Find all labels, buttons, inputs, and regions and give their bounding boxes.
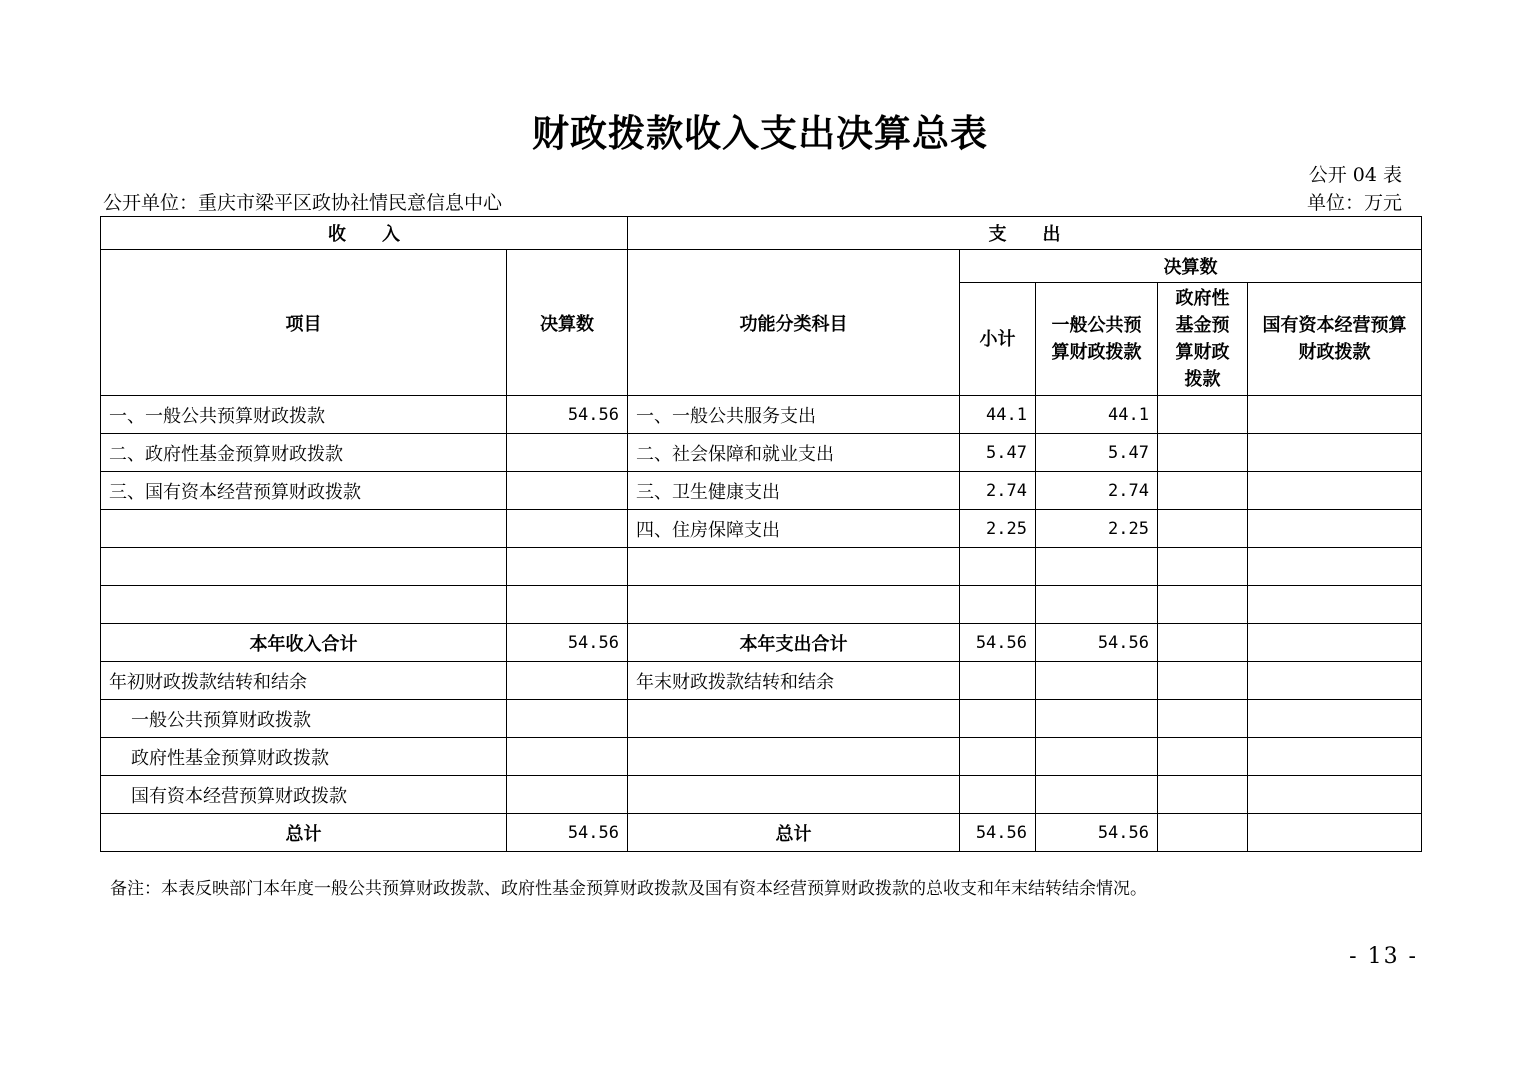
- cell-state-capital: [1248, 700, 1422, 738]
- item-header: 项目: [101, 250, 507, 396]
- budget-table: [100, 216, 1422, 852]
- cell-general: 54.56: [1036, 624, 1158, 662]
- cell-amount: [507, 434, 628, 472]
- cell-subtotal: [960, 738, 1036, 776]
- cell-item: 本年收入合计: [101, 624, 507, 662]
- page-title: 财政拨款收入支出决算总表: [532, 112, 988, 155]
- cell-state-capital: [1248, 738, 1422, 776]
- cell-gov-fund: [1158, 434, 1248, 472]
- cell-state-capital: [1248, 472, 1422, 510]
- table-row: [101, 776, 1422, 814]
- cell-amount: [507, 776, 628, 814]
- cell-state-capital: [1248, 510, 1422, 548]
- cell-item: 一、一般公共预算财政拨款: [101, 396, 507, 434]
- cell-gov-fund: [1158, 586, 1248, 624]
- cell-subtotal: [960, 586, 1036, 624]
- cell-subtotal: [960, 700, 1036, 738]
- cell-subtotal: [960, 548, 1036, 586]
- cell-category: 总计: [628, 814, 960, 852]
- cell-category: [628, 776, 960, 814]
- cell-gov-fund: [1158, 814, 1248, 852]
- cell-category: 一、一般公共服务支出: [628, 396, 960, 434]
- cell-category: [628, 738, 960, 776]
- form-number: 公开 04 表: [1308, 164, 1402, 186]
- cell-general: [1036, 548, 1158, 586]
- cell-item: 二、政府性基金预算财政拨款: [101, 434, 507, 472]
- cell-category: 三、卫生健康支出: [628, 472, 960, 510]
- cell-subtotal: 54.56: [960, 624, 1036, 662]
- cell-gov-fund: [1158, 472, 1248, 510]
- cell-category: 二、社会保障和就业支出: [628, 434, 960, 472]
- cell-general: [1036, 662, 1158, 700]
- footnote: 备注：本表反映部门本年度一般公共预算财政拨款、政府性基金预算财政拨款及国有资本经营预算财政拨款的总收支和年末结转结余情况。: [110, 879, 1147, 899]
- general-budget-header: 一般公共预算财政拨款: [1036, 283, 1158, 396]
- cell-item: [101, 586, 507, 624]
- cell-category: [628, 586, 960, 624]
- cell-state-capital: [1248, 662, 1422, 700]
- cell-gov-fund: [1158, 396, 1248, 434]
- cell-general: 44.1: [1036, 396, 1158, 434]
- table-row: [101, 548, 1422, 586]
- cell-general: 2.25: [1036, 510, 1158, 548]
- cell-state-capital: [1248, 624, 1422, 662]
- cell-item: 国有资本经营预算财政拨款: [101, 776, 507, 814]
- income-header: 收 入: [101, 217, 628, 250]
- table-row: [101, 814, 1422, 852]
- amount-header: 决算数: [507, 250, 628, 396]
- currency-unit: 单位：万元: [1306, 192, 1402, 214]
- table-row: [101, 700, 1422, 738]
- cell-general: [1036, 738, 1158, 776]
- cell-category: [628, 548, 960, 586]
- cell-amount: 54.56: [507, 396, 628, 434]
- cell-gov-fund: [1158, 776, 1248, 814]
- page-number: - 13 -: [1349, 944, 1418, 969]
- final-amount-header: 决算数: [960, 250, 1422, 283]
- cell-category: [628, 700, 960, 738]
- cell-amount: 54.56: [507, 624, 628, 662]
- cell-state-capital: [1248, 548, 1422, 586]
- cell-category: 本年支出合计: [628, 624, 960, 662]
- cell-amount: [507, 510, 628, 548]
- cell-item: 年初财政拨款结转和结余: [101, 662, 507, 700]
- cell-state-capital: [1248, 776, 1422, 814]
- cell-category: 四、住房保障支出: [628, 510, 960, 548]
- table-row: [101, 510, 1422, 548]
- cell-state-capital: [1248, 434, 1422, 472]
- cell-amount: [507, 586, 628, 624]
- cell-item: 一般公共预算财政拨款: [101, 700, 507, 738]
- cell-general: 2.74: [1036, 472, 1158, 510]
- expense-header: 支 出: [628, 217, 1422, 250]
- subtotal-header: 小计: [960, 283, 1036, 396]
- cell-amount: [507, 700, 628, 738]
- cell-gov-fund: [1158, 700, 1248, 738]
- category-header: 功能分类科目: [628, 250, 960, 396]
- table-row: [101, 434, 1422, 472]
- cell-gov-fund: [1158, 624, 1248, 662]
- cell-gov-fund: [1158, 510, 1248, 548]
- cell-subtotal: [960, 776, 1036, 814]
- cell-item: [101, 548, 507, 586]
- cell-subtotal: 44.1: [960, 396, 1036, 434]
- state-capital-header: 国有资本经营预算财政拨款: [1248, 283, 1422, 396]
- cell-general: 5.47: [1036, 434, 1158, 472]
- cell-amount: [507, 662, 628, 700]
- cell-item: 政府性基金预算财政拨款: [101, 738, 507, 776]
- cell-gov-fund: [1158, 662, 1248, 700]
- gov-fund-header: 政府性基金预算财政拨款: [1158, 283, 1248, 396]
- cell-general: [1036, 700, 1158, 738]
- cell-general: [1036, 586, 1158, 624]
- cell-general: [1036, 776, 1158, 814]
- cell-subtotal: 2.25: [960, 510, 1036, 548]
- cell-state-capital: [1248, 396, 1422, 434]
- cell-item: 三、国有资本经营预算财政拨款: [101, 472, 507, 510]
- cell-subtotal: 5.47: [960, 434, 1036, 472]
- cell-state-capital: [1248, 586, 1422, 624]
- cell-gov-fund: [1158, 548, 1248, 586]
- reporting-unit: 公开单位：重庆市梁平区政协社情民意信息中心: [103, 192, 503, 214]
- cell-gov-fund: [1158, 738, 1248, 776]
- cell-subtotal: 54.56: [960, 814, 1036, 852]
- cell-amount: [507, 472, 628, 510]
- cell-subtotal: [960, 662, 1036, 700]
- cell-item: 总计: [101, 814, 507, 852]
- table-row: [101, 586, 1422, 624]
- cell-amount: [507, 738, 628, 776]
- cell-amount: [507, 548, 628, 586]
- table-row: [101, 624, 1422, 662]
- table-row: [101, 738, 1422, 776]
- cell-general: 54.56: [1036, 814, 1158, 852]
- cell-state-capital: [1248, 814, 1422, 852]
- table-row: [101, 396, 1422, 434]
- cell-subtotal: 2.74: [960, 472, 1036, 510]
- cell-category: 年末财政拨款结转和结余: [628, 662, 960, 700]
- cell-item: [101, 510, 507, 548]
- table-row: [101, 472, 1422, 510]
- cell-amount: 54.56: [507, 814, 628, 852]
- table-row: [101, 662, 1422, 700]
